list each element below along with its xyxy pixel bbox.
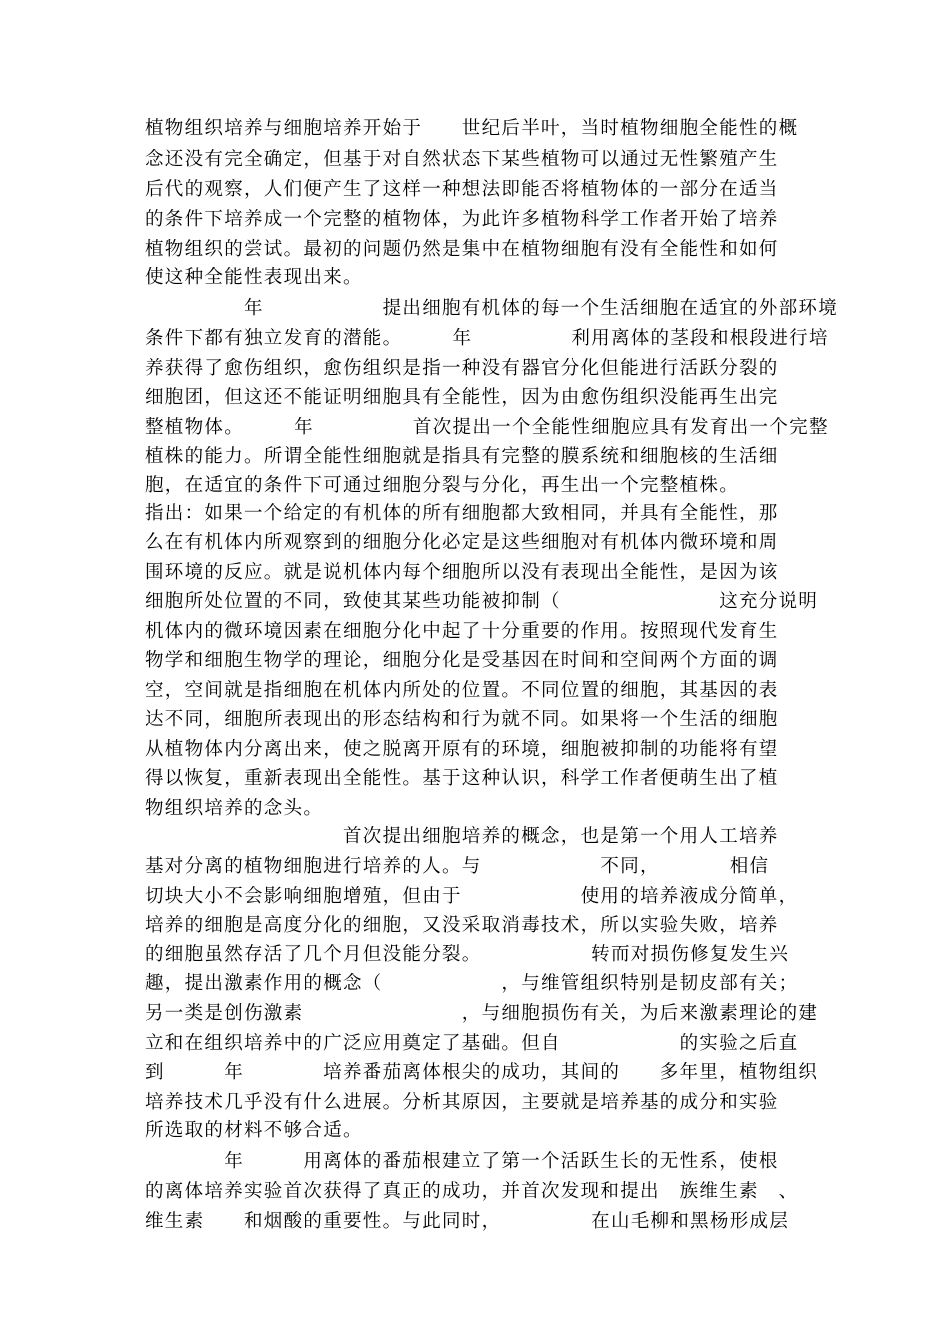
- text-line: 另一类是创伤激素 ，与细胞损伤有关，为后来激素理论的建: [145, 1003, 819, 1024]
- text-line: 使这种全能性表现出来。: [145, 267, 363, 288]
- text-line: 基对分离的植物细胞进行培养的人。与 不同， 相信: [145, 856, 770, 877]
- text-line: 植株的能力。所谓全能性细胞就是指具有完整的膜系统和细胞核的生活细: [145, 446, 779, 467]
- text-line: 年 提出细胞有机体的每一个生活细胞在适宜的外部环境: [145, 298, 839, 319]
- text-line: 细胞团，但这还不能证明细胞具有全能性，因为由愈伤组织没能再生出完: [145, 387, 779, 408]
- text-line: 细胞所处位置的不同，致使其某些功能被抑制（ 这充分说明: [145, 591, 819, 612]
- text-line: 趣，提出激素作用的概念（ ，与维管组织特别是韧皮部有关；: [145, 973, 799, 994]
- text-line: 年 用离体的番茄根建立了第一个活跃生长的无性系，使根: [145, 1151, 779, 1172]
- text-line: 围环境的反应。就是说机体内每个细胞所以没有表现出全能性，是因为该: [145, 562, 779, 583]
- text-line: 胞，在适宜的条件下可通过细胞分裂与分化，再生出一个完整植株。: [145, 475, 740, 496]
- text-line: 条件下都有独立发育的潜能。 年 利用离体的茎段和根段进行培: [145, 328, 829, 349]
- text-line: 所选取的材料不够合适。: [145, 1120, 363, 1141]
- text-line: 植物组织培养与细胞培养开始于 世纪后半叶，当时植物细胞全能性的概: [145, 118, 799, 139]
- text-line: 的离体培养实验首次获得了真正的成功，并首次发现和提出 族维生素 、: [145, 1181, 799, 1202]
- text-line: 到 年 培养番茄离体根尖的成功，其间的 多年里，植物组织: [145, 1062, 819, 1083]
- text-line: 整植物体。 年 首次提出一个全能性细胞应具有发育出一个完整: [145, 417, 829, 438]
- text-line: 切块大小不会影响细胞增殖，但由于 使用的培养液成分简单，: [145, 886, 799, 907]
- text-line: 物组织培养的念头。: [145, 798, 324, 819]
- text-line: 植物组织的尝试。最初的问题仍然是集中在植物细胞有没有全能性和如何: [145, 239, 779, 260]
- text-line: 后代的观察，人们便产生了这样一种想法即能否将植物体的一部分在适当: [145, 179, 779, 200]
- text-line: 达不同，细胞所表现出的形态结构和行为就不同。如果将一个生活的细胞: [145, 709, 779, 730]
- text-line: 培养技术几乎没有什么进展。分析其原因，主要就是培养基的成分和实验: [145, 1092, 779, 1113]
- text-line: 的细胞虽然存活了几个月但没能分裂。 转而对损伤修复发生兴: [145, 944, 790, 965]
- text-line: 空，空间就是指细胞在机体内所处的位置。不同位置的细胞，其基因的表: [145, 680, 779, 701]
- text-line: 机体内的微环境因素在细胞分化中起了十分重要的作用。按照现代发育生: [145, 621, 779, 642]
- text-line: 维生素 和烟酸的重要性。与此同时， 在山毛柳和黑杨形成层: [145, 1211, 790, 1232]
- text-line: 培养的细胞是高度分化的细胞，又没采取消毒技术，所以实验失败，培养: [145, 915, 779, 936]
- text-line: 的条件下培养成一个完整的植物体，为此许多植物科学工作者开始了培养: [145, 209, 779, 230]
- text-line: 指出：如果一个给定的有机体的所有细胞都大致相同，并具有全能性，那: [145, 503, 779, 524]
- text-line: 物学和细胞生物学的理论，细胞分化是受基因在时间和空间两个方面的调: [145, 650, 779, 671]
- text-line: 么在有机体内所观察到的细胞分化必定是这些细胞对有机体内微环境和周: [145, 532, 779, 553]
- text-line: 养获得了愈伤组织，愈伤组织是指一种没有器官分化但能进行活跃分裂的: [145, 358, 779, 379]
- text-line: 念还没有完全确定，但基于对自然状态下某些植物可以通过无性繁殖产生: [145, 149, 779, 170]
- text-line: 从植物体内分离出来，使之脱离开原有的环境，细胞被抑制的功能将有望: [145, 739, 779, 760]
- text-line: 首次提出细胞培养的概念，也是第一个用人工培养: [145, 826, 779, 847]
- text-line: 得以恢复，重新表现出全能性。基于这种认识，科学工作者便萌生出了植: [145, 768, 779, 789]
- text-line: 立和在组织培养中的广泛应用奠定了基础。但自 的实验之后直: [145, 1033, 799, 1054]
